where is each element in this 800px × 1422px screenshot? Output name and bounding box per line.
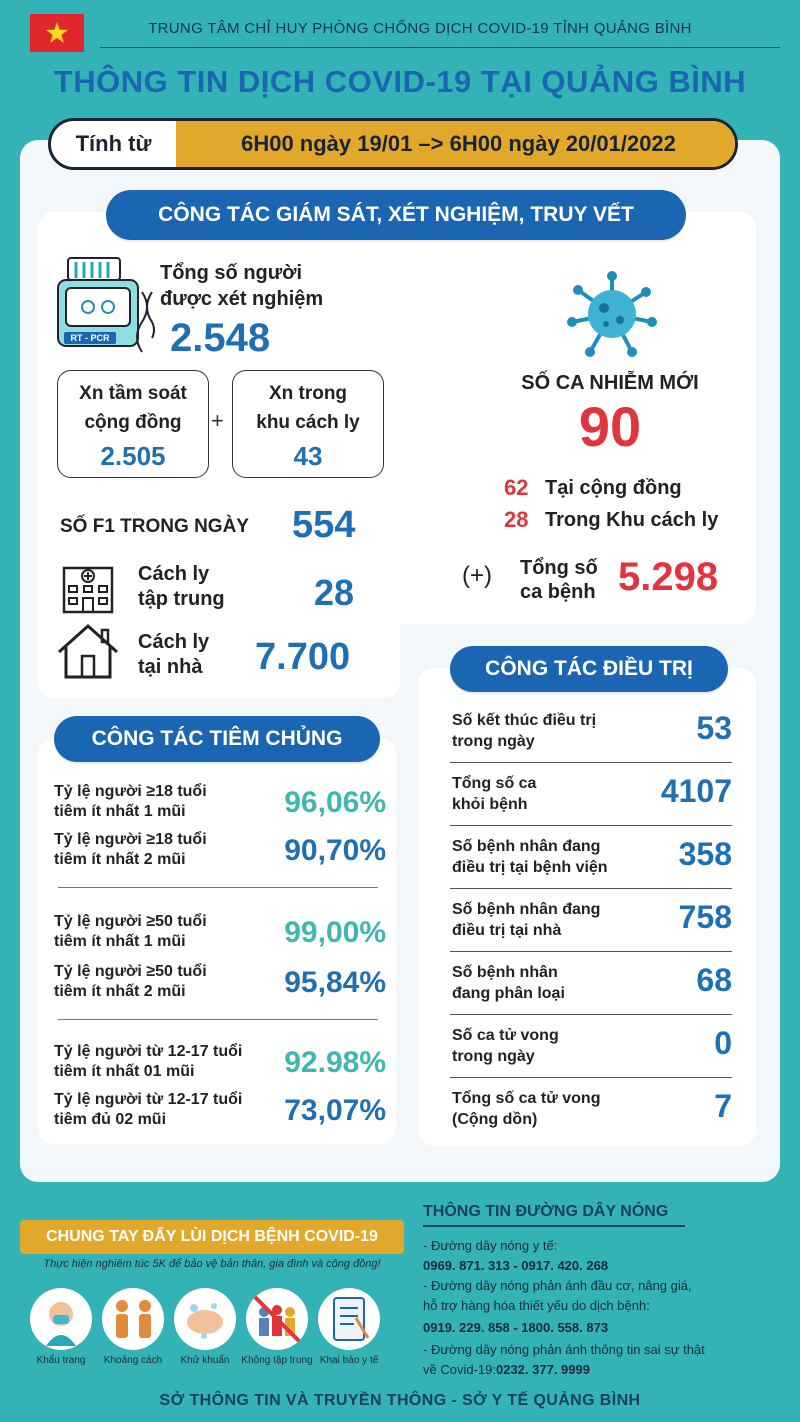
community-cases-label: Tại cộng đồng [545, 477, 682, 499]
vaccination-row-label: Tỷ lệ người ≥50 tuổi tiêm ít nhất 2 mũi [54, 963, 207, 1000]
treatment-row-label: Số ca tử vong trong ngày [452, 1027, 559, 1065]
central-quarantine-value: 28 [314, 572, 355, 613]
hotline-2-label: - Đường dây nóng phản ánh đầu cơ, nâng giá, [423, 1278, 692, 1293]
pcr-machine-icon [56, 252, 156, 354]
treatment-row-value: 4107 [660, 773, 732, 809]
treatment-row-label: Tổng số ca khỏi bệnh [452, 775, 537, 813]
vaccination-row-label: Tỷ lệ người từ 12-17 tuổi tiêm đủ 02 mũi [54, 1091, 243, 1128]
mask-icon [30, 1288, 92, 1350]
central-quarantine-label: Cách ly tập trung [138, 563, 225, 610]
community-test-label: Xn tầm soát cộng đồng [79, 383, 187, 433]
treatment-row [450, 952, 732, 1015]
treatment-row [450, 826, 732, 889]
treatment-row-value: 358 [678, 836, 732, 872]
hotline-2-label-cont: hỗ trợ hàng hóa thiết yếu do dịch bệnh: [423, 1298, 650, 1313]
total-cases-label: Tổng số ca bệnh [520, 557, 598, 603]
tested-label [160, 260, 323, 312]
tested-value: 2.548 [170, 316, 271, 360]
vaccination-row [54, 912, 394, 962]
vaccination-row [54, 1090, 394, 1140]
total-plus-sign: (+) [462, 562, 492, 589]
home-quarantine-label: Cách ly tại nhà [138, 631, 210, 678]
vaccination-row [54, 830, 394, 880]
date-range-label: Tính từ [75, 131, 152, 156]
vaccination-row-value: 99,00% [284, 916, 386, 949]
vaccination-row-label: Tỷ lệ người từ 12-17 tuổi tiêm ít nhất 01 mũi [54, 1043, 243, 1080]
treatment-row [450, 889, 732, 952]
organization-name: TRUNG TÂM CHỈ HUY PHÒNG CHỐNG DỊCH COVID-19 TỈNH QUẢNG BÌNH [148, 20, 692, 37]
vaccination-row-value: 95,84% [284, 966, 386, 999]
hotline-3-number: 0232. 377. 9999 [495, 1362, 590, 1377]
treatment-row [450, 700, 732, 763]
community-test-box [57, 370, 209, 478]
hotline-3-line [423, 1360, 783, 1380]
quarantine-test-box [232, 370, 384, 478]
date-range-value: 6H00 ngày 19/01 –> 6H00 ngày 20/01/2022 [176, 121, 738, 167]
cta-subtitle: Thực hiện nghiêm túc 5K để bảo vệ bản thân, gia đình và cộng đồng! [43, 1258, 381, 1270]
treatment-row-label: Số bệnh nhân đang điều trị tại bệnh viện [452, 838, 608, 876]
house-icon [56, 622, 120, 680]
cta-banner: CHUNG TAY ĐẨY LÙI DỊCH BỆNH COVID-19 [20, 1220, 404, 1254]
f1-label: SỐ F1 TRONG NGÀY [60, 516, 249, 537]
vaccination-row [54, 782, 394, 832]
zone-cases-label: Trong Khu cách ly [545, 509, 719, 531]
hotline-3-prefix: về Covid-19: [423, 1362, 496, 1377]
home-quarantine-value: 7.700 [255, 636, 351, 678]
page-title: THÔNG TIN DỊCH COVID-19 TẠI QUẢNG BÌNH [53, 64, 747, 99]
treatment-row [450, 1015, 732, 1078]
plus-sign: + [211, 408, 224, 433]
hotline-title: THÔNG TIN ĐƯỜNG DÂY NÓNG [423, 1203, 669, 1220]
hotline-1-label: - Đường dây nóng y tế: [423, 1238, 558, 1253]
community-test-value: 2.505 [100, 441, 166, 471]
hotline-1-numbers: 0969. 871. 313 - 0917. 420. 268 [423, 1258, 609, 1273]
community-cases-value: 62 [504, 475, 529, 500]
vaccination-row-value: 92.98% [284, 1046, 386, 1079]
icon-caption: Khai báo y tế [319, 1355, 379, 1366]
icon-caption: Không tập trung [241, 1355, 313, 1366]
total-cases-value: 5.298 [618, 555, 719, 599]
handwash-icon [174, 1288, 236, 1350]
treatment-row [450, 1078, 732, 1141]
treatment-row-value: 758 [678, 899, 732, 935]
tested-label-line-1: Tổng số người [160, 262, 303, 284]
treatment-row-label: Số kết thúc điều trị trong ngày [452, 712, 597, 750]
treatment-heading: CÔNG TÁC ĐIỀU TRỊ [450, 646, 728, 692]
surveillance-heading: CÔNG TÁC GIÁM SÁT, XÉT NGHIỆM, TRUY VẾT [106, 190, 686, 240]
treatment-row-value: 0 [714, 1025, 732, 1061]
vaccination-row-value: 90,70% [284, 834, 386, 867]
divider [58, 887, 378, 888]
tested-label-line-2: được xét nghiệm [160, 288, 324, 310]
treatment-row-value: 7 [714, 1088, 732, 1124]
treatment-row-label: Tổng số ca tử vong (Cộng dồn) [452, 1090, 601, 1128]
virus-icon [562, 270, 662, 360]
no-gathering-icon [246, 1288, 308, 1350]
health-declaration-icon [318, 1288, 380, 1350]
new-cases-label: SỐ CA NHIỄM MỚI [521, 372, 699, 394]
treatment-row-value: 53 [696, 710, 732, 746]
vaccination-row-value: 96,06% [284, 786, 386, 819]
vaccination-row-label: Tỷ lệ người ≥18 tuổi tiêm ít nhất 2 mũi [54, 831, 207, 868]
divider [100, 47, 780, 48]
icon-caption: Khoảng cách [103, 1355, 163, 1366]
vaccination-row-value: 73,07% [284, 1094, 386, 1127]
vaccination-row-label: Tỷ lệ người ≥18 tuổi tiêm ít nhất 1 mũi [54, 783, 207, 820]
f1-value: 554 [292, 504, 356, 546]
vaccination-row-label: Tỷ lệ người ≥50 tuổi tiêm ít nhất 1 mũi [54, 913, 207, 950]
vaccination-heading: CÔNG TÁC TIÊM CHỦNG [54, 716, 380, 762]
pcr-badge: RT - PCR [70, 333, 110, 343]
hotline-2-numbers: 0919. 229. 858 - 1800. 558. 873 [423, 1320, 609, 1335]
treatment-row [450, 763, 732, 826]
treatment-row-value: 68 [696, 962, 732, 998]
distance-icon [102, 1288, 164, 1350]
treatment-row-label: Số bệnh nhân đang điều trị tại nhà [452, 901, 601, 939]
vaccination-row [54, 1042, 394, 1092]
vaccination-row [54, 962, 394, 1012]
vietnam-flag-icon [30, 14, 84, 52]
quarantine-test-value: 43 [293, 441, 323, 471]
date-range-bar [48, 118, 738, 170]
quarantine-test-label: Xn trong khu cách ly [256, 383, 360, 433]
footer-agencies: SỞ THÔNG TIN VÀ TRUYỀN THÔNG - SỞ Y TẾ QUẢNG BÌNH [159, 1392, 641, 1409]
zone-cases-value: 28 [504, 507, 529, 532]
icon-caption: Khẩu trang [36, 1355, 86, 1366]
divider [423, 1225, 685, 1227]
hotline-3-label: - Đường dây nóng phản ánh thông tin sai sự thật [423, 1342, 705, 1357]
treatment-row-label: Số bệnh nhân đang phân loại [452, 964, 565, 1002]
new-cases-value: 90 [578, 395, 642, 458]
icon-caption: Khử khuẩn [180, 1355, 230, 1366]
divider [58, 1019, 378, 1020]
building-icon [58, 560, 118, 614]
